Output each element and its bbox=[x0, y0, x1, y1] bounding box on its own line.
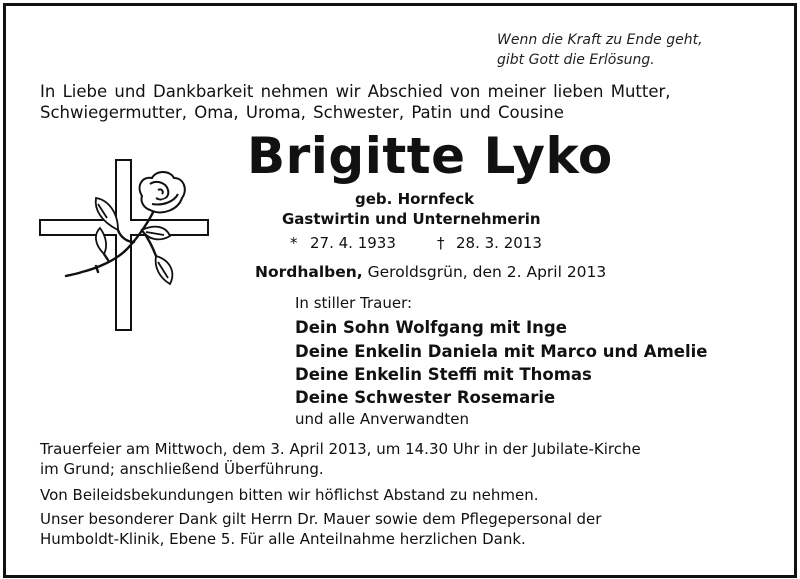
born-date: 27. 4. 1933 bbox=[310, 234, 396, 252]
intro-line-2: Schwiegermutter, Oma, Uroma, Schwester, Patin und Cousine bbox=[40, 103, 564, 122]
died-date: 28. 3. 2013 bbox=[456, 234, 542, 252]
mourner-4: Deine Schwester Rosemarie bbox=[295, 388, 556, 407]
intro-line-1: In Liebe und Dankbarkeit nehmen wir Abschied von meiner lieben Mutter, bbox=[40, 82, 671, 101]
mourner-1: Dein Sohn Wolfgang mit Inge bbox=[295, 318, 567, 337]
place-date-rest: Geroldsgrün, den 2. April 2013 bbox=[362, 263, 607, 281]
born-symbol: * bbox=[290, 234, 298, 252]
rose-bloom-icon bbox=[140, 172, 185, 212]
died-symbol: † bbox=[437, 234, 445, 252]
condolences-line: Von Beileidsbekundungen bitten wir höflichst Abstand zu nehmen. bbox=[40, 486, 539, 504]
thanks-line-2: Humboldt-Klinik, Ebene 5. Für alle Anteilnahme herzlichen Dank. bbox=[40, 530, 526, 548]
cross-with-rose-icon bbox=[38, 158, 213, 333]
mourners-intro: In stiller Trauer: bbox=[295, 294, 413, 312]
mourners-others: und alle Anverwandten bbox=[295, 410, 469, 428]
place-name: Nordhalben, bbox=[255, 263, 363, 281]
mourner-2: Deine Enkelin Daniela mit Marco und Amelie bbox=[295, 342, 708, 361]
motto-line-1: Wenn die Kraft zu Ende geht, bbox=[497, 32, 703, 48]
mourner-3: Deine Enkelin Steffi mit Thomas bbox=[295, 365, 592, 384]
thanks-line-1: Unser besonderer Dank gilt Herrn Dr. Mauer sowie dem Pflegepersonal der bbox=[40, 510, 602, 528]
birth-name: geb. Hornfeck bbox=[355, 190, 475, 208]
deceased-name: Brigitte Lyko bbox=[247, 127, 613, 185]
motto-line-2: gibt Gott die Erlösung. bbox=[497, 52, 655, 68]
funeral-line-1: Trauerfeier am Mittwoch, dem 3. April 2013, um 14.30 Uhr in der Jubilate-Kirche bbox=[40, 440, 641, 458]
funeral-line-2: im Grund; anschließend Überführung. bbox=[40, 460, 324, 478]
place-date bbox=[255, 263, 606, 281]
occupation: Gastwirtin und Unternehmerin bbox=[282, 210, 541, 228]
